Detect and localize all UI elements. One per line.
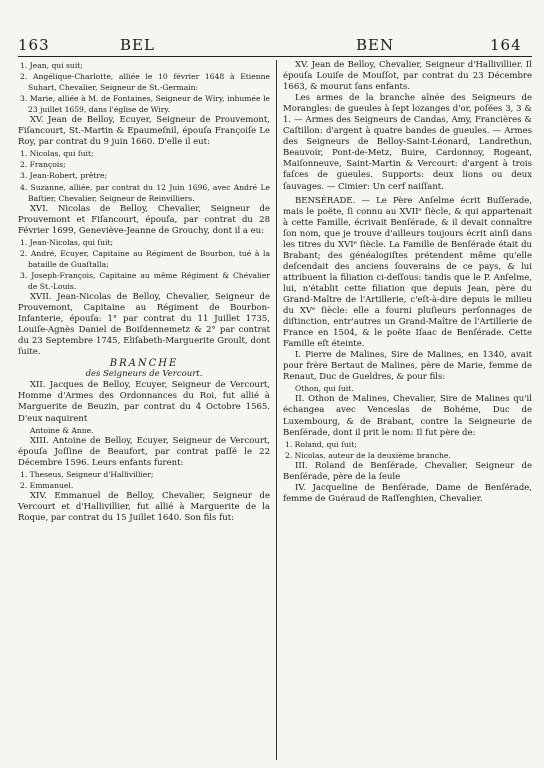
left-column-block: XII. Jacques de Belloy, Ecuyer, Seigneur de Vercourt, Homme d'Armes des Ordonnances du Roi, fut allié à Marguerite de Beuzin, par contrat du 4 Octobre 1565. D'eux naquirent — [18, 380, 270, 424]
right-column-block: 2. Nicolas, auteur de la deuxième branche. — [285, 450, 451, 460]
left-column-block: XV. Jean de Belloy, Ecuyer, Seigneur de Prouvemont, Fiſancourt, St.-Martin & Epaumeſnil, épouſa Françoiſe Le Roy, par contrat du 9 juin 1660. D'elle il eut: — [18, 115, 270, 148]
right-column-block: BENSÉRADE. — Le Père Anſelme écrit Buſſerade, mais le poëte, ſi connu au XVIIᵉ ſiècle, & qui appartenait à cette Famille, écrivait Benſérade, & il devait connaître ſon nom, que je trouve d'ailleurs toujours écrit ainſi dans les titres du XVIᵉ ſiècle. La Famille de Benſérade était du Brabant; des généalogiſtes prétendent même qu'elle deſcendait des anciens ſouverains de ce pays, & lui attribuent la filiation ci-deſſous: tandis que le P. Anſelme, lui, n'établit cette filiation que depuis Jean, père du Grand-Maître de l'Artillerie, c'eſt-à-dire depuis le milieu du XVᵉ ſiècle: elle a fourni pluſieurs perſonnages de diſtinction, entr'autres un Grand-Maître de l'Artillerie de France en 1504, & le poëte Iſaac de Benſérade. Cette Famille eſt éteinte. — [283, 195, 532, 350]
left-column-block: XVI. Nicolas de Belloy, Chevalier, Seigneur de Prouvemont et Fiſancourt, épouſa, par contrat du 28 Février 1699, Geneviève-Jeanne de Grouchy, dont il a eu: — [18, 203, 270, 236]
left-column-block: 2. Angélique-Charlotte, alliée le 10 février 1648 à Etienne Suhart, Chevalier, Seigneur de St.-Germain: — [20, 72, 270, 93]
left-column-block: Antoine & Anne. — [30, 425, 94, 435]
left-column-block: 4. Suzanne, alliée, par contrat du 12 Juin 1696, avec André Le Baſtier, Chevalier, Seigneur de Reinvilliers. — [20, 182, 270, 203]
left-page-number: 163 — [18, 36, 50, 54]
left-column-block: XIII. Antoine de Belloy, Ecuyer, Seigneur de Vercourt, épouſa Joſſine de Beaufort, par contrat paſſé le 22 Décembre 1596. Leurs enfants furent: — [18, 435, 270, 468]
left-column-block: XIV. Emmanuel de Belloy, Chevalier, Seigneur de Vercourt et d'Hallivillier, fut allié à Marguerite de la Roque, par contrat du 15 Juillet 1640. Son fils fut: — [18, 490, 270, 523]
left-column-block: 1. Jean-Nicolas, qui ſuit; — [20, 237, 114, 247]
left-column-block: 2. François; — [20, 160, 66, 170]
right-column-block: II. Othon de Malines, Chevalier, Sire de Malines qu'il échangea avec Venceslas de Bohéme, Duc de Luxembourg, & de Brabant, contre la Seigneurie de Benſérade, dont il prit le nom: Il fut père de: — [283, 394, 532, 438]
left-column-block: 1. Jean, qui suit; — [20, 61, 83, 70]
right-running-head: BEN — [356, 36, 395, 54]
right-column — [283, 60, 532, 505]
left-column-block: 3. Jean-Robert, prêtre; — [20, 171, 108, 181]
right-column-block: III. Roland de Benſérade, Chevalier, Seigneur de Benſérade, père de la ſeule — [283, 460, 532, 482]
right-column-block: Les armes de la branche aînée des Seigneurs de Morangles: de gueules à ſept lozanges d'or, poſées 3, 3 & 1. — Armes des Seigneurs de Candas, Amy, Francières & Caſtillon: d'argent à quatre bandes de gueules. — Armes des Seigneurs de Belloy-Saint-Léonard, Landrethun, Beauvoir, Pont-de-Metz, Buire, Cardonnoy, Rogeant, Maiſonneuve, Saint-Martin & Vercourt: d'argent à trois faſces de gueules. Supports: deux lions ou deux ſauvages. — Cimier: Un cerf naiſſant. — [283, 93, 532, 192]
left-column-block: XVII. Jean-Nicolas de Belloy, Chevalier, Seigneur de Prouvemont, Capitaine au Régiment de Bourbon-Infanterie, épouſa: 1° par contrat du 11 Juillet 1735, Louiſe-Agnès Daniel de Boiſdennemetz & 2° par contrat du 23 Septembre 1745, Eliſabeth-Marguerite Groult, dont ſuite. — [18, 291, 270, 358]
left-column-block: 2. André, Ecuyer, Capitaine au Régiment de Bourbon, tué à la bataille de Guaſtalla; — [20, 248, 270, 269]
left-column-block: 1. Theseus, Seigneur d'Hallivillier; — [20, 469, 154, 479]
right-page-number: 164 — [490, 36, 522, 54]
left-column-block: 1. Nicolas, qui ſuit; — [20, 149, 94, 159]
left-column-block: des Seigneurs de Vercourt. — [85, 369, 203, 380]
right-column-block: 1. Roland, qui ſuit; — [285, 439, 357, 449]
left-column — [18, 60, 270, 524]
column-divider — [276, 60, 277, 760]
right-column-block: Othon, qui ſuit. — [295, 384, 354, 394]
left-column-block: 2. Emmanuel. — [20, 480, 74, 490]
right-column-block: I. Pierre de Malines, Sire de Malines, en 1340, avait pour frère Bertaut de Malines, père de Marie, femme de Renaut, Duc de Gueldres, & pour fils: — [283, 350, 532, 383]
left-column-block: BRANCHE — [109, 358, 179, 370]
right-column-block: IV. Jacqueline de Benſérade, Dame de Benſérade, femme de Guéraud de Raſſenghien, Chevalier. — [283, 482, 532, 504]
left-column-block: 3. Joseph-François, Capitaine au même Régiment & Chévalier de St.-Louis. — [20, 270, 270, 291]
left-running-head: BEL — [120, 36, 155, 54]
right-column-block: XV. Jean de Belloy, Chevalier, Seigneur d'Hallivillier. Il épouſa Louiſe de Mouſſot, par contrat du 23 Décembre 1663, & mourut ſans enfants. — [283, 60, 532, 93]
header-rule — [18, 56, 532, 57]
left-column-block: 3. Marie, alliée à M. de Fontaines, Seigneur de Wiry, inhumée le 23 juillet 1659, dans l'église de Wiry. — [20, 94, 270, 115]
